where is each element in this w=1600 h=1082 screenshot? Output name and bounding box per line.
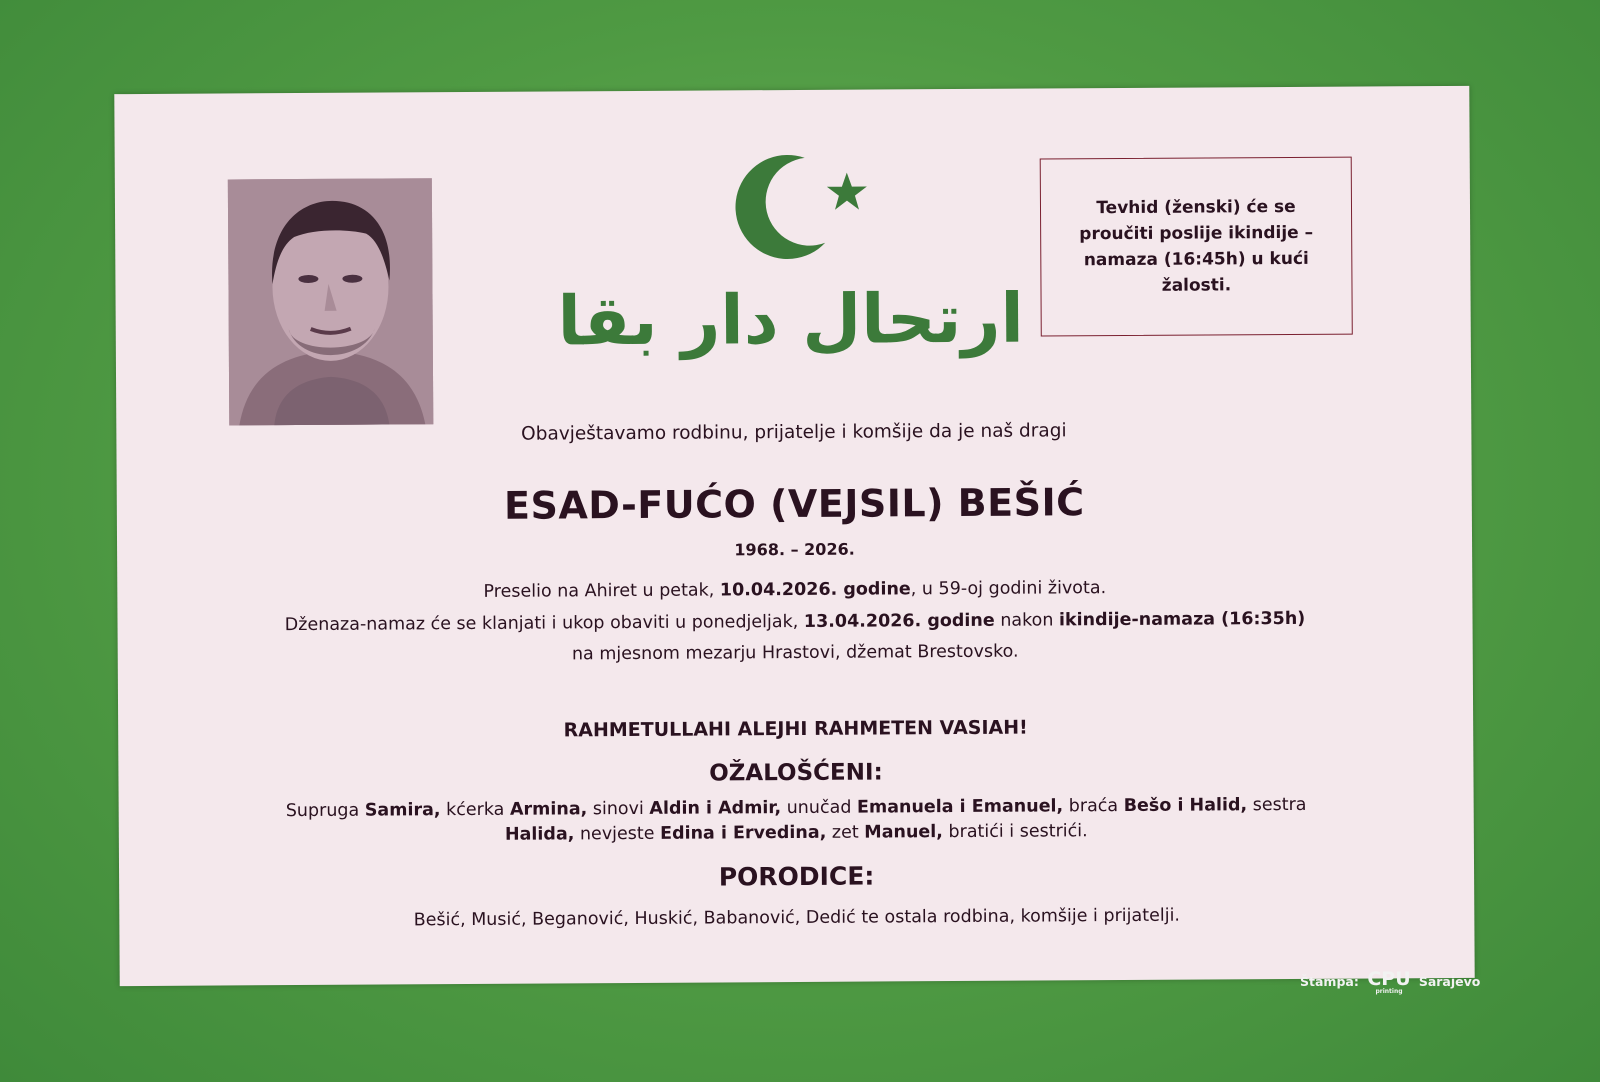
printer-label: Štampa:	[1300, 973, 1359, 989]
mourners-list-line-1: Supruga Samira, kćerka Armina, sinovi Aldin i Admir, unučad Emanuela i Emanuel, braća Bešo i Halid, sestra	[285, 794, 1307, 822]
families-heading: PORODICE:	[718, 861, 875, 892]
crescent-star-calligraphy-icon	[557, 117, 1025, 369]
prayer-phrase: RAHMETULLAHI ALEJHI RAHMETEN VASIAH!	[563, 716, 1028, 742]
funeral-prayer-info: Dženaza-namaz će se klanjati i ukop obaviti u ponedjeljak, 13.04.2026. godine nakon ikindije-namaza (16:35h)	[284, 608, 1306, 636]
cpu-printing-logo	[1363, 967, 1415, 995]
life-years: 1968. – 2026.	[734, 539, 855, 560]
islamic-emblem	[557, 117, 1025, 369]
intro-text: Obavještavamo rodbinu, prijatelje i komšije da je naš dragi	[521, 420, 1067, 445]
arabic-calligraphy: ارتحال دار بقا	[557, 279, 1025, 362]
deceased-name: ESAD-FUĆO (VEJSIL) BEŠIĆ	[503, 480, 1085, 528]
printer-city: Sarajevo	[1418, 973, 1481, 989]
death-announcement: Preselio na Ahiret u petak, 10.04.2026. godine, u 59-oj godini života.	[483, 578, 1107, 602]
svg-text:CPU: CPU	[1367, 968, 1411, 990]
svg-text:printing: printing	[1375, 988, 1403, 995]
families-list: Bešić, Musić, Beganović, Huskić, Babanović, Dedić te ostala rodbina, komšije i prijatelji.	[413, 905, 1181, 931]
tevhid-info-box	[1040, 157, 1353, 337]
mourners-heading: OŽALOŠĆENI:	[709, 759, 883, 787]
obituary-notice	[114, 86, 1474, 986]
mourners-list-line-2: Halida, nevjeste Edina i Ervedina, zet Manuel, bratići i sestrići.	[504, 821, 1088, 845]
burial-location: na mjesnom mezarju Hrastovi, džemat Brestovsko.	[571, 641, 1019, 665]
printer-credit	[1300, 966, 1480, 996]
portrait-image	[228, 178, 433, 425]
portrait-photo	[228, 178, 433, 425]
tevhid-text: Tevhid (ženski) će se proučiti poslije ikindije – namaza (16:45h) u kući žalosti.	[1079, 196, 1314, 296]
